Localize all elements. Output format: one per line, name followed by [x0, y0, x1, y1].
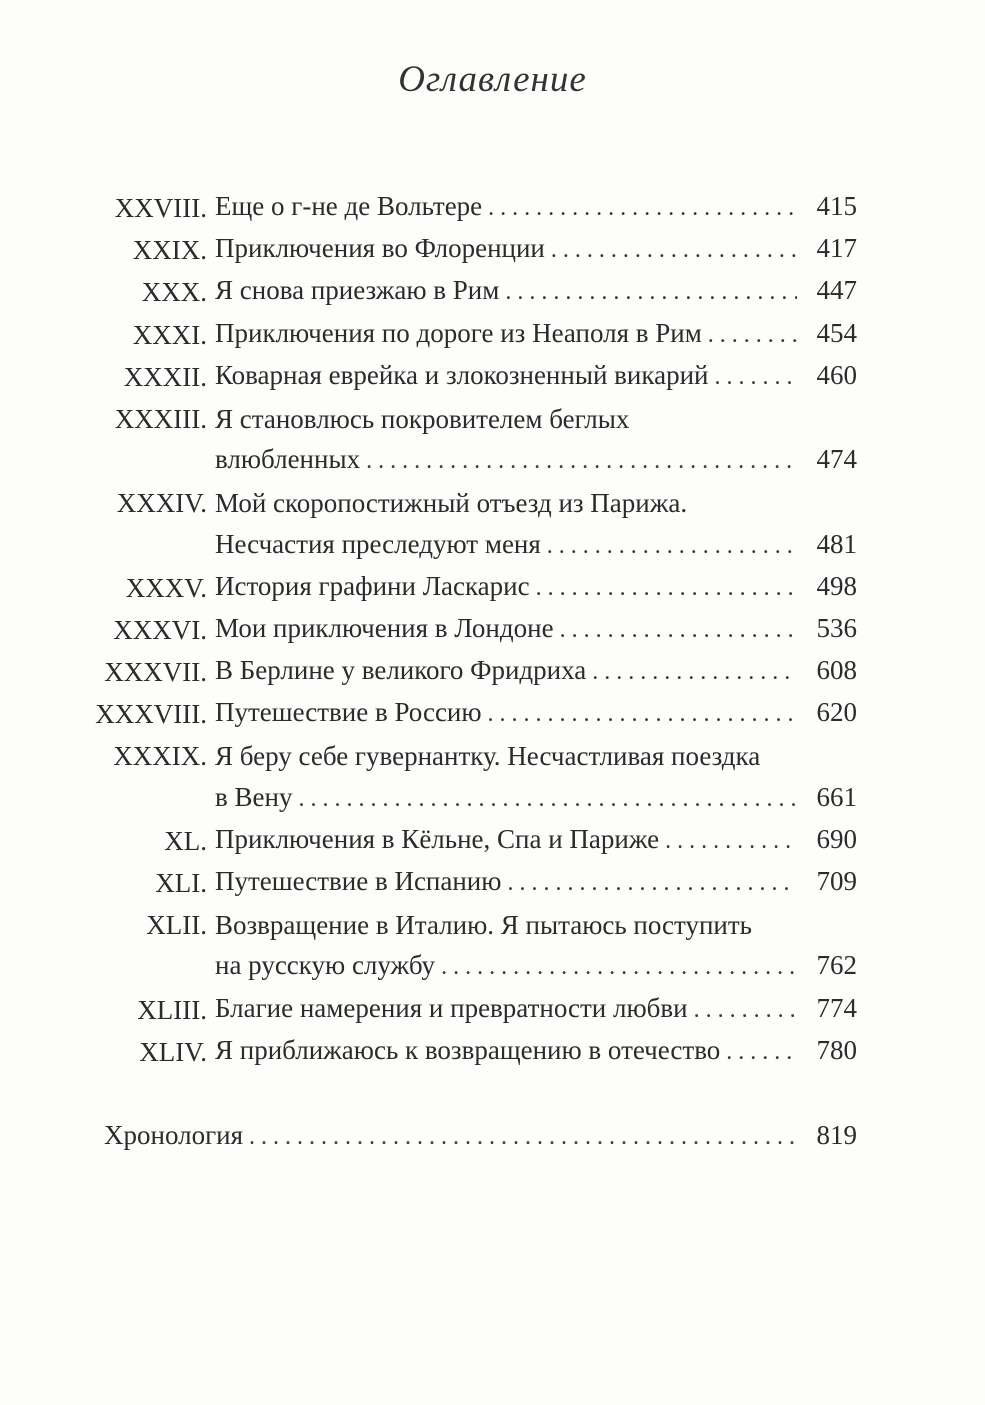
- toc-entry: [0, 989, 985, 1031]
- chapter-title-line: Я беру себе гувернантку. Несчастливая поездка: [215, 741, 761, 772]
- chapter-number: XXXIX.: [113, 741, 207, 772]
- dot-leader: [366, 440, 797, 482]
- chapter-title-line: Я становлюсь покровителем беглых: [215, 403, 630, 434]
- chapter-body: [215, 651, 857, 693]
- chronology-label: Хронология: [104, 1120, 244, 1150]
- dot-leader: [505, 271, 797, 313]
- toc-entry: [0, 820, 985, 862]
- chapter-title-row: [215, 565, 857, 609]
- chapter-title-line: Приключения во Флоренции: [215, 233, 545, 264]
- page-number: 417: [816, 233, 857, 264]
- toc-entry: [0, 609, 985, 651]
- chapter-title-line: Приключения в Кёльне, Спа и Париже: [215, 823, 660, 854]
- page-number: 620: [816, 697, 857, 728]
- dot-leader: [547, 525, 797, 567]
- chapter-number: XLI.: [155, 868, 207, 899]
- chapter-title-line: Приключения по дороге из Неаполя в Рим: [215, 317, 702, 348]
- dot-leader: [708, 314, 797, 356]
- chapter-title-row: [215, 818, 857, 862]
- page-number: 536: [816, 612, 857, 643]
- page-title: Оглавление: [398, 59, 587, 100]
- toc-entry: [0, 187, 985, 229]
- chapter-number: XXVIII.: [114, 193, 207, 223]
- dot-leader: [726, 1031, 797, 1073]
- dot-leader: [665, 820, 797, 862]
- chapter-title-row: [215, 312, 857, 356]
- toc-entry: [0, 1031, 985, 1073]
- chapter-title-row: [215, 860, 857, 904]
- chapter-title-line: Я приближаюсь к возвращению в отечество: [215, 1034, 721, 1065]
- chapter-title-line: Путешествие в Россию: [215, 697, 482, 728]
- chapter-body: [215, 820, 857, 862]
- chapter-title-row: [215, 438, 857, 482]
- dot-leader: [249, 1124, 797, 1151]
- chapter-number: XXXVII.: [104, 657, 207, 688]
- chapter-title-row: [215, 776, 857, 820]
- chapter-title-line: в Вену: [215, 781, 293, 812]
- chapter-body: [215, 187, 857, 229]
- toc-entry: [0, 862, 985, 904]
- page-number: 498: [816, 570, 857, 601]
- chronology-page: 819: [816, 1120, 857, 1150]
- chapter-title-row: [215, 691, 857, 735]
- toc-list: [0, 187, 985, 1073]
- chapter-title-row: [215, 987, 857, 1031]
- page-number: 608: [816, 655, 857, 686]
- dot-leader: [507, 862, 797, 904]
- dot-leader: [694, 989, 797, 1031]
- chapter-title-line: Несчастия преследуют меня: [215, 528, 541, 559]
- chapter-body: [215, 314, 857, 356]
- chapter-title-line: влюбленных: [215, 444, 361, 475]
- chapter-title-line: Мой скоропостижный отъезд из Парижа.: [215, 488, 688, 519]
- toc-entry: [0, 651, 985, 693]
- chapter-title-line: Благие намерения и превратности любви: [215, 992, 688, 1023]
- chapter-number: XLIII.: [137, 994, 207, 1025]
- chapter-title-row: [215, 227, 857, 271]
- dot-leader: [560, 609, 797, 651]
- chapter-number: XXXII.: [123, 361, 207, 392]
- chapter-title-line: История графини Ласкарис: [215, 570, 530, 601]
- toc-entry: [0, 567, 985, 609]
- chapter-title-row: [215, 944, 857, 988]
- chapter-title-row: [215, 269, 857, 313]
- chapter-body: [215, 271, 857, 313]
- chapter-number: XLII.: [146, 910, 207, 941]
- chapter-body: [215, 567, 857, 609]
- chapter-body: [215, 398, 857, 482]
- chapter-title-row: [215, 185, 857, 229]
- dot-leader: [592, 651, 797, 693]
- chapter-body: [215, 862, 857, 904]
- chapter-title-row: [215, 649, 857, 693]
- page-number: 447: [816, 275, 857, 306]
- chapter-title-line: Путешествие в Испанию: [215, 866, 502, 897]
- chapter-number: XXXI.: [132, 319, 207, 350]
- page-number: 474: [816, 444, 857, 475]
- chapter-title-line: Еще о г-не де Вольтере: [215, 190, 483, 221]
- page-number: 709: [816, 866, 857, 897]
- chapter-number: XXXIV.: [116, 488, 207, 519]
- chapter-body: [215, 356, 857, 398]
- dot-leader: [441, 946, 797, 988]
- chapter-body: [215, 482, 857, 566]
- toc-entry: [0, 482, 985, 566]
- toc-entry: [0, 904, 985, 988]
- dot-leader: [488, 187, 797, 229]
- toc-entry: [0, 229, 985, 271]
- chapter-number: XL.: [164, 825, 207, 856]
- chapter-body: [215, 609, 857, 651]
- page-number: 661: [816, 781, 857, 812]
- chapter-body: [215, 229, 857, 271]
- chapter-body: [215, 1031, 857, 1073]
- chapter-number: XXXV.: [125, 572, 207, 603]
- toc-entry: [0, 693, 985, 735]
- dot-leader: [551, 229, 797, 271]
- chapter-number: XLIV.: [139, 1036, 207, 1067]
- page-number: 454: [816, 317, 857, 348]
- chapter-title-row: [215, 1029, 857, 1073]
- page-number: 415: [816, 190, 857, 221]
- toc-entry: [0, 271, 985, 313]
- chapter-title-line: на русскую службу: [215, 950, 436, 981]
- dot-leader: [298, 778, 797, 820]
- chapter-title-row: [215, 354, 857, 398]
- chapter-number: XXXIII.: [114, 403, 207, 434]
- chapter-title-line: Мои приключения в Лондоне: [215, 612, 554, 643]
- page-number: 481: [816, 528, 857, 559]
- chapter-number: XXXVIII.: [95, 699, 207, 730]
- page-number: 690: [816, 823, 857, 854]
- dot-leader: [714, 356, 797, 398]
- chronology-entry: [104, 1120, 857, 1151]
- toc-entry: [0, 356, 985, 398]
- chapter-title-line: В Берлине у великого Фридриха: [215, 655, 587, 686]
- chapter-number: XXXVI.: [113, 614, 207, 645]
- page-number: 460: [816, 359, 857, 390]
- toc-entry: [0, 398, 985, 482]
- dot-leader: [488, 693, 797, 735]
- page-number: 762: [816, 950, 857, 981]
- chapter-title-row: [215, 523, 857, 567]
- page-number: 780: [816, 1034, 857, 1065]
- chapter-body: [215, 989, 857, 1031]
- chapter-body: [215, 904, 857, 988]
- page-number: 774: [816, 992, 857, 1023]
- chapter-number: XXIX.: [132, 235, 207, 266]
- chapter-title-line: Я снова приезжаю в Рим: [215, 275, 500, 306]
- dot-leader: [536, 567, 797, 609]
- chapter-title-row: [215, 607, 857, 651]
- chapter-body: [215, 693, 857, 735]
- chapter-body: [215, 735, 857, 819]
- chapter-title-line: Коварная еврейка и злокозненный викарий: [215, 359, 709, 390]
- chapter-number: XXX.: [141, 277, 207, 308]
- toc-entry: [0, 314, 985, 356]
- toc-entry: [0, 735, 985, 819]
- chapter-title-line: Возвращение в Италию. Я пытаюсь поступить: [215, 910, 752, 941]
